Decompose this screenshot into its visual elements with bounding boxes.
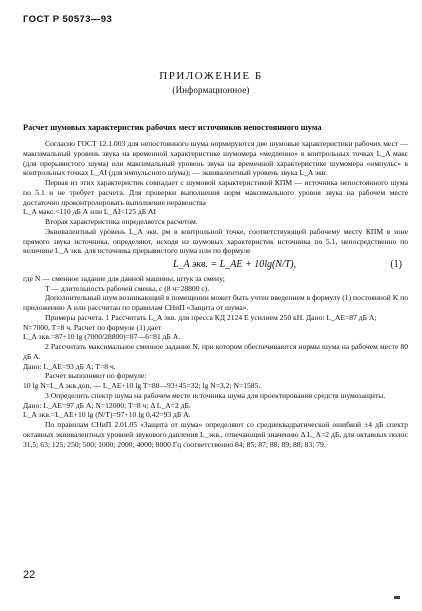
paragraph-equivalent-level: Эквивалентный уровень L_A экв. рм в контрольной точке, соответствующей рабочему месту КПМ в зоне прямого звука источника, определяют, исходя из шумовых характеристик источника по 5.1, непосредственно по величине L_A экв. для источника прерывистого шума или по формуле	[23, 226, 408, 256]
example-2-data: Дано: L_AE=93 дБ А; T=8 ч.	[23, 361, 116, 371]
scan-mark	[394, 596, 400, 599]
inequality-line: L_A макс.<110 дБ А или L_AI<125 дБ AI	[23, 207, 157, 217]
example-2-intro: 2 Рассчитать максимальное сменное задание N, при котором обеспечиваются нормы шума на рабочем месте 80 дБ А.	[23, 342, 408, 361]
paragraph-intro: Согласно ГОСТ 12.1.003 для непостоянного шума нормируются две шумовые характеристики рабочих мест — максимальный уровень звука на временной характеристике шумомера «медленно» в контрольных точках L_A макс (для прерывистого шума) или максимальный уровень звука на временной характеристике шумомера «импульс» в контрольных точках L_AI (для импульсного шума); — эквивалентный уровень звука L_A экв.	[23, 139, 408, 178]
document-body	[23, 139, 408, 449]
example-3-intro: 3 Определить спектр шума на рабочем месте источника шума для проектирования средств шумозащиты.	[45, 390, 386, 400]
example-3-spectrum: По правилам СНиП 2.01.05 «Защита от шума» определяют со среднеквадратической ошибкой ±4 дБ спектр октавных эквивалентных уровней звукового давления L_экв., отвечающий значению Δ L_A=2 дБ, для октавных полос 31,5; 63; 125; 250; 500; 1000; 2000; 4000; 8000 Гц соответственно 84; 85; 87; 88; 89; 88; 83; 79.	[23, 420, 408, 449]
appendix-subtitle: (Информационное)	[172, 85, 250, 95]
formula-number: (1)	[390, 259, 402, 270]
page-number: 22	[23, 569, 36, 581]
where-line-n: где N — сменное задание для данной машины, штук за смену;	[23, 273, 225, 283]
appendix-title: ПРИЛОЖЕНИЕ Б	[159, 70, 263, 82]
paragraph-first-characteristic: Первая из этих характеристик совпадает с шумовой характеристикой КПМ — источника непостоянного шума по 5.1 и не требует расчета. Для проверки выполнения норм максимального уровня звука на рабочем месте достаточно проконтролировать выполнение неравенства	[23, 178, 408, 207]
standard-header: ГОСТ Р 50573—93	[23, 14, 113, 25]
example-3-result: L_A экв.=L_AE+10 lg (N/T)=97+10 lg 0,42=93 дБ А.	[23, 410, 191, 420]
example-1-intro: Примеры расчета. 1 Рассчитать L_A экв. для пресса КД 2124 Е усилием 250 кН. Дано: L_AE=87 дБ А;	[45, 312, 377, 322]
formula-expression: L_A экв. = L_AE + 10lg(N/T),	[173, 259, 297, 270]
example-1-result: L_A экв.=87+10 lg (7000/28800)=87—6=81 дБ А.	[23, 332, 181, 342]
example-1-data: N=7000, T=8 ч. Расчет по формуле (1) дает	[23, 322, 162, 332]
paragraph-second-characteristic: Вторая характеристика определяется расчетом.	[45, 217, 198, 226]
example-2-result: 10 lg N=L_A экв.доп. — L_AE+10 lg T=80—93+45=32; lg N=3,2; N=1585.	[23, 381, 261, 390]
section-title: Расчет шумовых характеристик рабочих мест источников непостоянного шума	[23, 123, 322, 132]
example-3-data: Дано: L_AE=97 дБ А; N=12000; T=8 ч; Δ L_A=2 дБ.	[23, 400, 191, 410]
example-2-formula-label: Расчет выполняют по формуле:	[45, 371, 147, 381]
paragraph-additional-noise: Дополнительный шум возникающий в помещении может быть учтен введением в формулу (1) постоянной K по приложению А или рассчитан по правилам СНиП «Защита от шума».	[23, 293, 408, 312]
where-line-t: T — длительность рабочей смены, с (8 ч=28800 с).	[45, 283, 210, 293]
formula-1	[23, 256, 408, 274]
